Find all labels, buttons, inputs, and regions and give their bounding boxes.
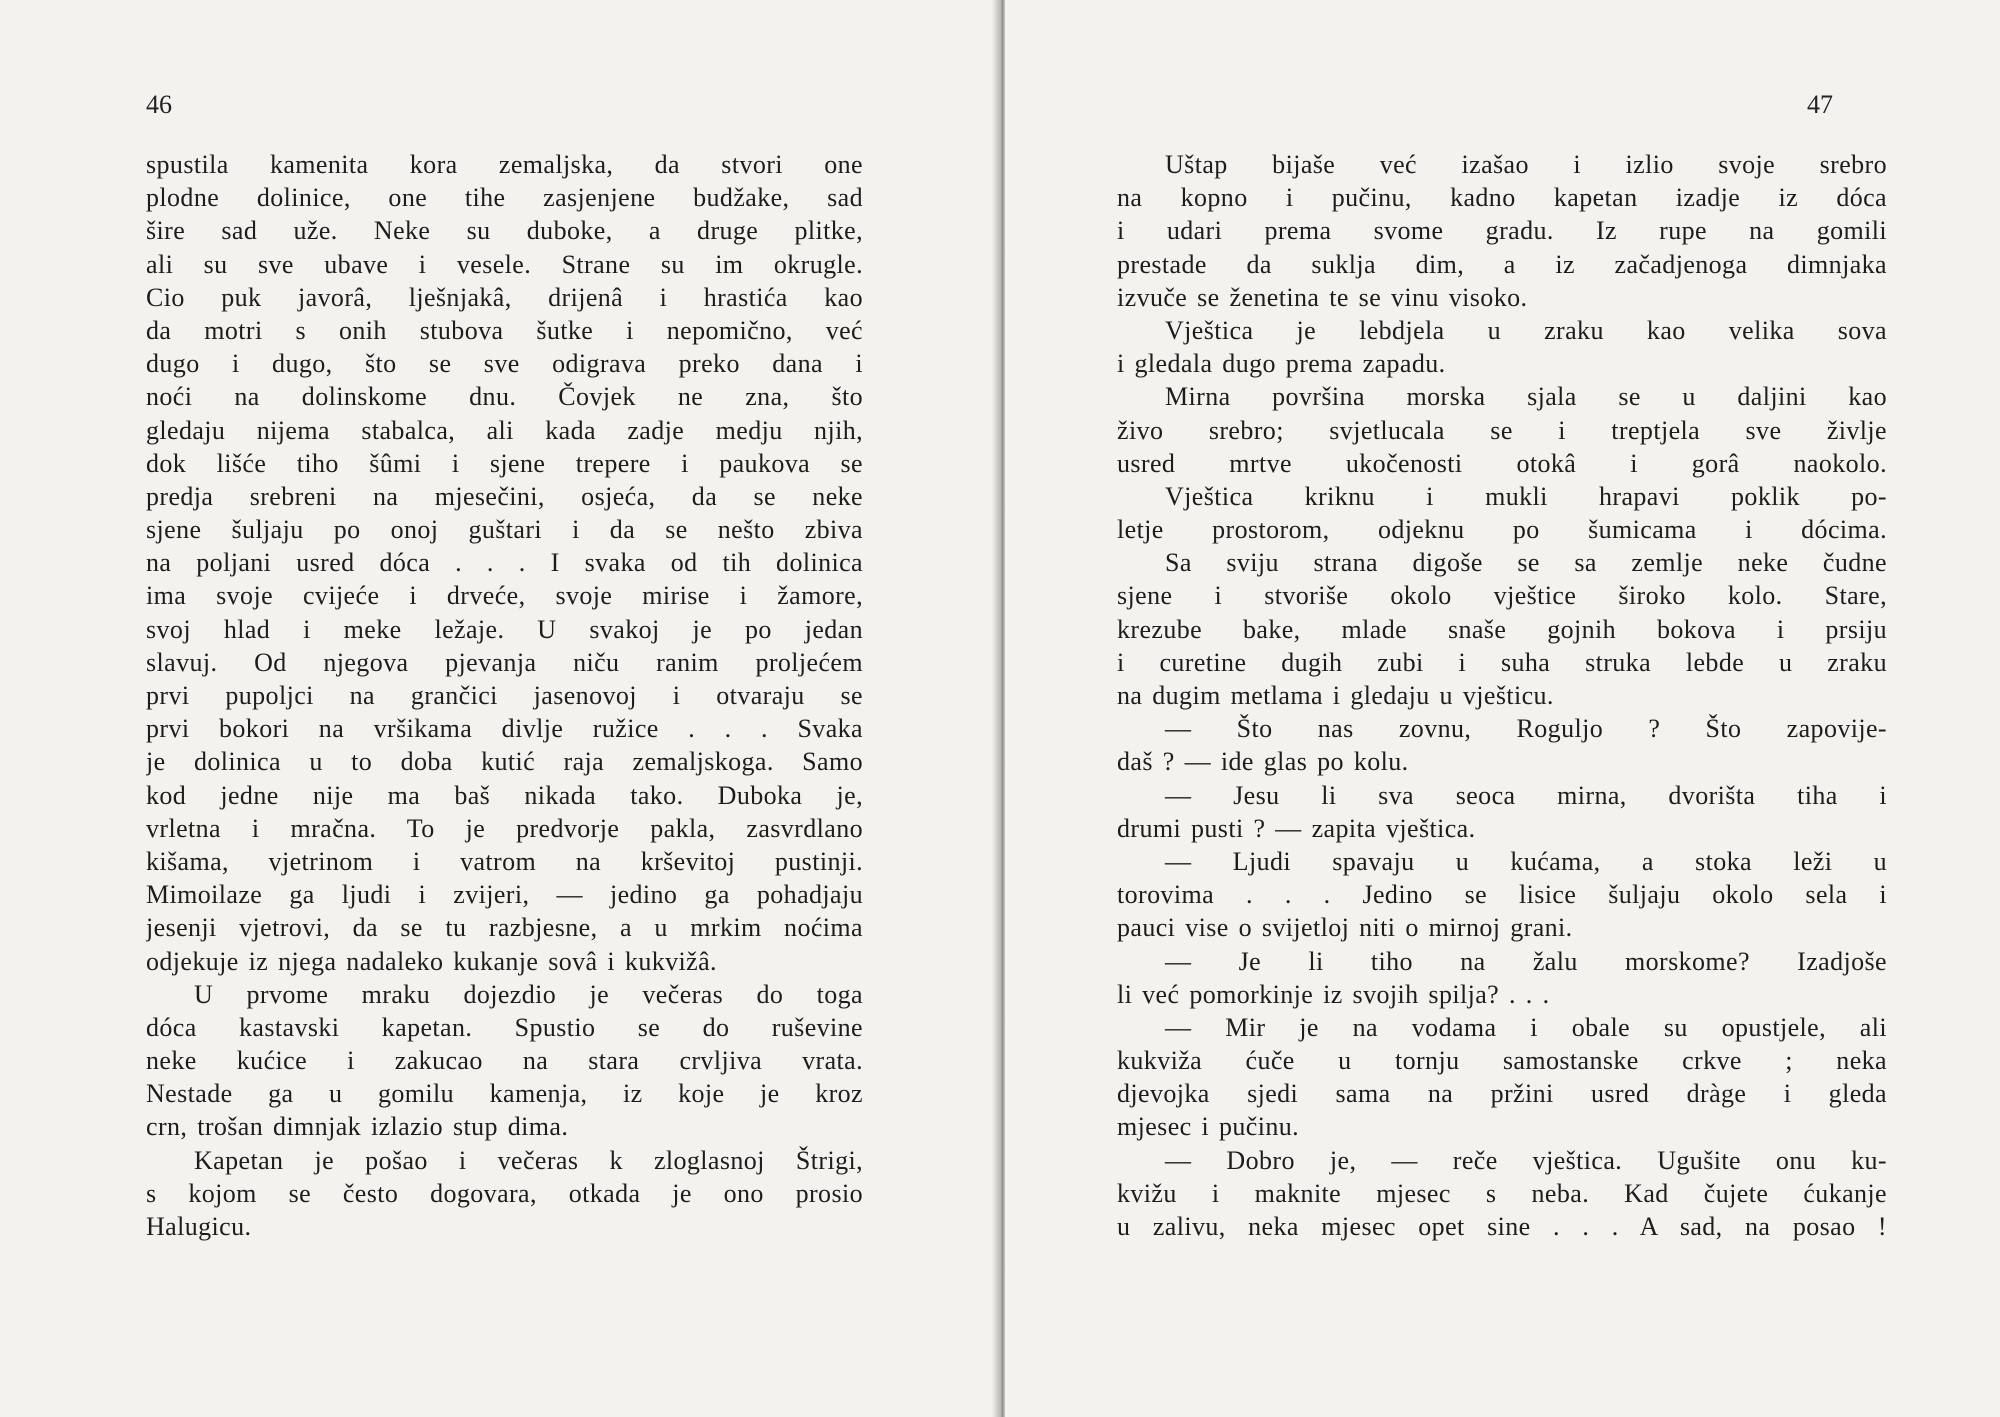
text-line: Cio puk javorâ, lješnjakâ, drijenâ i hrastića kao (146, 282, 863, 312)
text-line: prvi pupoljci na grančici jasenovoj i otvaraju se (146, 681, 863, 710)
text-line: dok lišće tiho šûmi i sjene trepere i paukova se (146, 448, 863, 478)
text-line: s kojom se često dogovara, otkada je ono prosio (146, 1178, 863, 1208)
text-line: kod jedne nije ma baš nikada tako. Duboka je, (146, 780, 863, 810)
page-number-left: 46 (146, 90, 172, 119)
right-page (1005, 0, 2000, 1417)
text-line: i gledala dugo prema zapadu. (1117, 349, 1446, 379)
text-line: Mirna površina morska sjala se u daljini kao (1165, 382, 1887, 412)
text-line: — Što nas zovnu, Roguljo ? Što zapovije- (1165, 714, 1887, 744)
left-page-text (146, 148, 863, 1243)
text-line: daš ? — ide glas po kolu. (1117, 747, 1409, 777)
text-line: Mimoilaze ga ljudi i zvijeri, — jedino ga pohadjaju (146, 880, 863, 910)
text-line: prvi bokori na vršikama divlje ružice . . . Svaka (146, 714, 863, 744)
text-line: — Dobro je, — reče vještica. Ugušite onu ku- (1165, 1145, 1887, 1175)
text-line: dugo i dugo, što se sve odigrava preko dana i (146, 349, 863, 379)
right-page-text (1117, 148, 1887, 1243)
text-line: svoj hlad i meke ležaje. U svakoj je po jedan (146, 614, 863, 644)
text-line: krezube bake, mlade snaše gojnih bokova i prsiju (1117, 614, 1887, 644)
text-line: sjene i stvoriše okolo vještice široko kolo. Stare, (1117, 581, 1887, 611)
text-line: crn, trošan dimnjak izlazio stup dima. (146, 1112, 569, 1142)
text-line: — Ljudi spavaju u kućama, a stoka leži u (1165, 846, 1887, 876)
text-line: li već pomorkinje iz svojih spilja? . . . (1117, 979, 1550, 1009)
text-line: spustila kamenita kora zemaljska, da stvori one (146, 150, 863, 179)
text-line: na dugim metlama i gledaju u vješticu. (1117, 681, 1554, 710)
text-line: pauci vise o svijetloj niti o mirnoj grani. (1117, 913, 1573, 943)
text-line: Vještica kriknu i mukli hrapavi poklik po- (1165, 481, 1887, 511)
text-line: predja srebreni na mjesečini, osjeća, da se neke (146, 481, 863, 511)
text-line: torovima . . . Jedino se lisice šuljaju okolo sela i (1117, 880, 1887, 910)
text-line: U prvome mraku dojezdio je večeras do toga (194, 979, 863, 1009)
text-line: Sa sviju strana digoše se sa zemlje neke čudne (1165, 548, 1887, 578)
text-line: Kapetan je pošao i večeras k zloglasnoj Štrigi, (194, 1145, 863, 1175)
text-line: ima svoje cvijeće i drveće, svoje mirise i žamore, (146, 581, 863, 611)
text-line: kišama, vjetrinom i vatrom na krševitoj pustinji. (146, 846, 863, 876)
text-line: šire sad uže. Neke su duboke, a druge plitke, (146, 216, 863, 246)
text-line: prestade da suklja dim, a iz začadjenoga dimnjaka (1117, 249, 1887, 279)
text-line: — Jesu li sva seoca mirna, dvorišta tiha i (1165, 780, 1887, 810)
text-line: i curetine dugih zubi i suha struka lebde u zraku (1117, 647, 1887, 677)
text-line: usred mrtve ukočenosti otokâ i gorâ naokolo. (1117, 448, 1887, 478)
text-line: letje prostorom, odjeknu po šumicama i dócima. (1117, 515, 1887, 545)
text-line: je dolinica u to doba kutić raja zemaljskoga. Samo (146, 747, 863, 777)
text-line: dóca kastavski kapetan. Spustio se do ruševine (146, 1012, 863, 1042)
text-line: — Je li tiho na žalu morskome? Izadjoše (1165, 946, 1887, 976)
text-line: — Mir je na vodama i obale su opustjele, ali (1165, 1012, 1887, 1042)
text-line: izvuče se ženetina te se vinu visoko. (1117, 282, 1528, 312)
text-line: gledaju nijema stabalca, ali kada zadje medju njih, (146, 415, 863, 445)
left-page (0, 0, 999, 1417)
text-line: drumi pusti ? — zapita vještica. (1117, 813, 1476, 843)
text-line: na kopno i pučinu, kadno kapetan izadje iz dóca (1117, 183, 1887, 213)
text-line: i udari prema svome gradu. Iz rupe na gomili (1117, 216, 1887, 246)
text-line: plodne dolinice, one tihe zasjenjene budžake, sad (146, 183, 863, 213)
text-line: djevojka sjedi sama na pržini usred dràge i gleda (1117, 1079, 1887, 1109)
page-number-right: 47 (1807, 90, 1833, 119)
text-line: odjekuje iz njega nadaleko kukanje sovâ i kukvižâ. (146, 946, 717, 976)
text-line: kvižu i maknite mjesec s neba. Kad čujete ćukanje (1117, 1178, 1887, 1208)
text-line: neke kućice i zakucao na stara crvljiva vrata. (146, 1046, 863, 1076)
text-line: u zalivu, neka mjesec opet sine . . . A sad, na posao ! (1117, 1212, 1887, 1241)
text-line: Nestade ga u gomilu kamenja, iz koje je kroz (146, 1079, 863, 1109)
text-line: kukviža ćuče u tornju samostanske crkve ; neka (1117, 1046, 1887, 1076)
text-line: da motri s onih stubova šutke i nepomično, već (146, 315, 863, 345)
text-line: mjesec i pučinu. (1117, 1112, 1300, 1142)
text-line: živo srebro; svjetlucala se i treptjela sve življe (1117, 415, 1887, 445)
text-line: sjene šuljaju po onoj guštari i da se nešto zbiva (146, 515, 863, 545)
text-line: slavuj. Od njegova pjevanja niču ranim proljećem (146, 647, 863, 677)
text-line: Uštap bijaše već izašao i izlio svoje srebro (1165, 150, 1887, 179)
text-line: jesenji vjetrovi, da se tu razbjesne, a u mrkim noćima (146, 913, 863, 943)
text-line: Vještica je lebdjela u zraku kao velika sova (1165, 315, 1887, 345)
text-line: ali su sve ubave i vesele. Strane su im okrugle. (146, 249, 863, 279)
text-line: noći na dolinskome dnu. Čovjek ne zna, što (146, 382, 863, 412)
text-line: na poljani usred dóca . . . I svaka od tih dolinica (146, 548, 863, 578)
text-line: vrletna i mračna. To je predvorje pakla, zasvrdlano (146, 813, 863, 843)
text-line: Halugicu. (146, 1212, 252, 1241)
